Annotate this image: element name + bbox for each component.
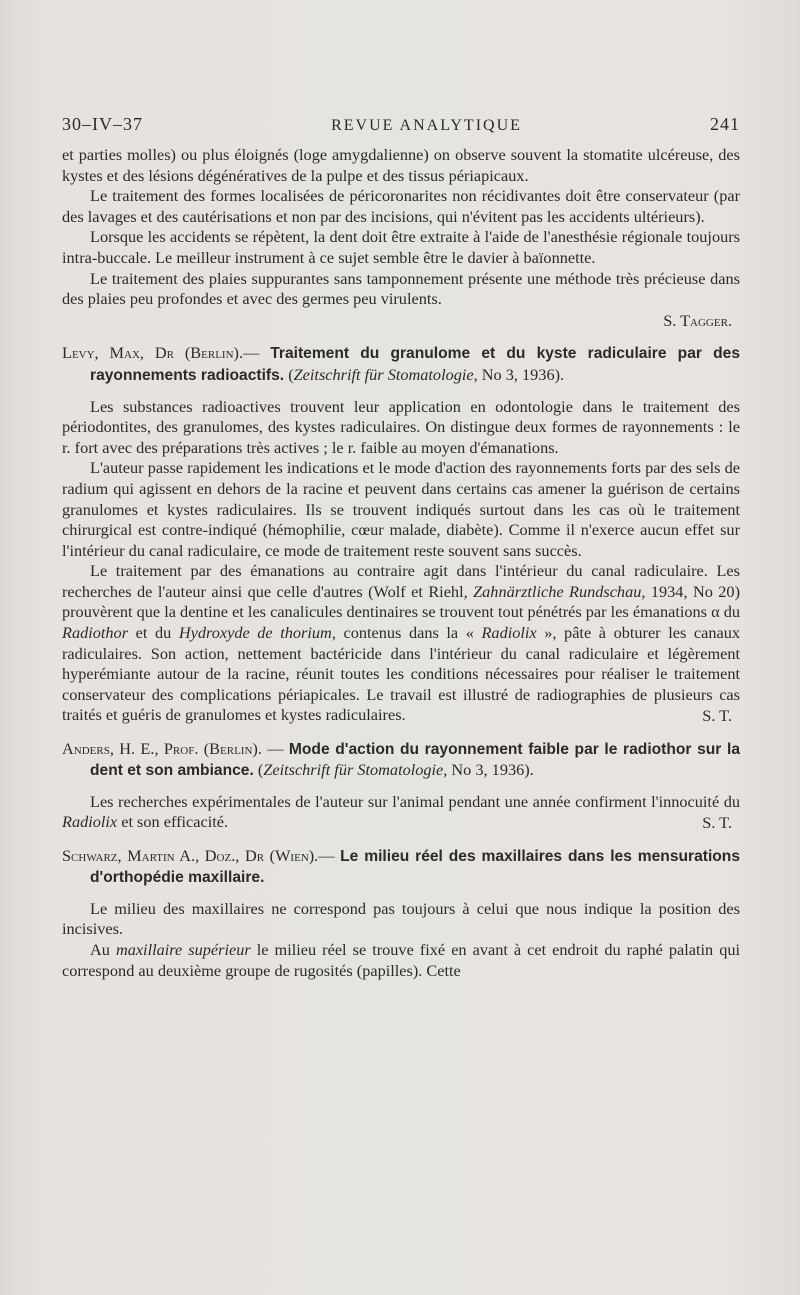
paragraph: Les recherches expérimentales de l'auteur sur l'animal pendant une année confirment l'innocuité du Radiolix et son efficacité.	[62, 791, 740, 832]
signature: S. Tagger.	[663, 310, 732, 330]
article-title: Traitement du granulome et du kyste radiculaire par des rayonnements radioactifs.	[90, 345, 740, 384]
header-title: REVUE ANALYTIQUE	[331, 117, 522, 134]
article-author: Schwarz, Martin A., Doz., Dr (Wien).—	[62, 845, 335, 865]
header-date: 30–IV–37	[62, 114, 143, 134]
paragraph: Le traitement par des émanations au contraire agit dans l'intérieur du canal radiculaire. Les recherches de l'auteur ainsi que celle d'autres (Wolf et Riehl, Zahnärztliche Rundschau, 1934, No 20) prouvèrent que la dentine et les canalicules dentinaires se trouvent tout pénétrés par les émanations α du Radiothor et du Hydroxyde de thorium, contenus dans la « Radiolix », pâte à obturer les canaux radiculaires. Son action, nettement bactéricide dans l'intérieur du canal radiculaire et légèrement hyperémiante autour de la racine, réunit toutes les conditions nécessaires pour réaliser le traitement conservateur des complications périapicales. Le travail est illustré de radiographies de plusieurs cas traités et guéris de granulomes et kystes radiculaires.	[62, 561, 740, 725]
paragraph: Au maxillaire supérieur le milieu réel se trouve fixé en avant à cet endroit du raphé palatin qui correspond au deuxième groupe de rugosités (papilles). Cette	[62, 939, 740, 980]
page-body	[62, 145, 740, 981]
journal-ref: Zahnärztliche Rundschau,	[473, 581, 646, 601]
page-number: 241	[709, 114, 740, 134]
article-author: Anders, H. E., Prof. (Berlin). —	[62, 738, 284, 758]
article-journal: Zeitschrift für Stomatologie,	[263, 760, 448, 780]
paragraph: et parties molles) ou plus éloignés (loge amygdalienne) on observe souvent la stomatite ulcéreuse, des kystes et des lésions dégénératives de la pulpe et des tissus périapicaux.	[62, 145, 740, 185]
paragraph: Le traitement des plaies suppurantes sans tamponnement présente une méthode très précieuse dans des plaies peu profondes et avec des germes peu virulents.	[62, 268, 740, 309]
signature: S. T.	[702, 706, 732, 726]
paragraph: Lorsque les accidents se répètent, la dent doit être extraite à l'aide de l'anesthésie régionale toujours intra-buccale. Le meilleur instrument à ce sujet semble être le davier à baïonnette.	[62, 227, 740, 267]
article-title: Le milieu réel des maxillaires dans les mensurations d'orthopédie maxillaire.	[90, 847, 741, 887]
article-heading-anders: Anders, H. E., Prof. (Berlin). — Mode d'action du rayonnement faible par le radiothor sur la dent et son ambiance. (Zeitschrift für Stomatologie, No 3, 1936).	[62, 738, 740, 780]
article-heading-levy: Levy, Max, Dr (Berlin).— Traitement du granulome et du kyste radiculaire par des rayonnements radioactifs. (Zeitschrift für Stomatologie, No 3, 1936).	[62, 343, 740, 384]
article-reference: No 3, 1936).	[447, 760, 534, 780]
article-author: Levy, Max, Dr (Berlin).—	[62, 343, 260, 363]
running-header	[62, 114, 740, 135]
paragraph: Le milieu des maxillaires ne correspond pas toujours à celui que nous indique la position des incisives.	[62, 898, 740, 939]
article-journal: Zeitschrift für Stomatologie,	[293, 364, 478, 384]
signature: S. T.	[702, 813, 732, 832]
paragraph: Le traitement des formes localisées de péricoronarites non récidivantes doit être conservateur (par des lavages et des cautérisations et non par des incisions, qui n'évitent pas les accidents ultérieurs).	[62, 186, 740, 226]
article-heading-schwarz	[62, 846, 740, 889]
paragraph: Les substances radioactives trouvent leur application en odontologie dans le traitement des périodontites, des granulomes, des kystes radiculaires. On distingue deux formes de rayonnements : le r. fort avec des préparations très actives ; le r. faible au moyen d'émanations.	[62, 396, 740, 457]
article-title: Mode d'action du rayonnement faible par le radiothor sur la dent et son ambiance.	[90, 740, 740, 780]
article-reference: No 3, 1936).	[477, 364, 565, 384]
paragraph: L'auteur passe rapidement les indications et le mode d'action des rayonnements forts par des sels de radium qui agissent en dehors de la racine et peuvent dans certains cas amener la guérison de certains granulomes et kystes radiculaires. Ils se trouvent indiqués surtout dans les cas où le traitement chirurgical est contre-indiqué (hémophilie, cœur malade, diabète). Comme il n'exerce aucun effet sur l'intérieur du canal radiculaire, ce mode de traitement reste souvent sans succès.	[62, 458, 740, 560]
